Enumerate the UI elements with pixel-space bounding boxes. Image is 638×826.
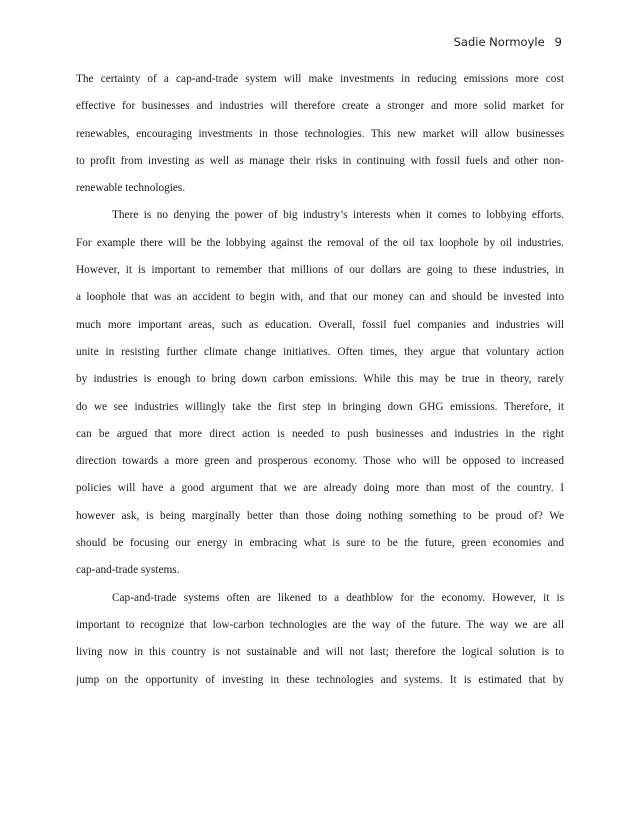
- text-line: cap-and-trade systems.: [76, 564, 180, 577]
- text-line: should be focusing our energy in embracing what is sure to be the future, green economies and: [76, 537, 564, 550]
- text-line: can be argued that more direct action is needed to push businesses and industries in the right: [76, 427, 564, 440]
- text-line: a loophole that was an accident to begin with, and that our money can and should be invested into: [76, 291, 564, 304]
- text-line: do we see industries willingly take the first step in bringing down GHG emissions. Therefore, it: [76, 400, 564, 413]
- text-line: by industries is enough to bring down carbon emissions. While this may be true in theory, rarely: [76, 373, 564, 386]
- page-number: 9: [554, 35, 562, 49]
- text-line: jump on the opportunity of investing in these technologies and systems. It is estimated that by: [76, 673, 564, 686]
- text-line: effective for businesses and industries will therefore create a stronger and more solid market for: [76, 100, 564, 113]
- text-line: For example there will be the lobbying against the removal of the oil tax loophole by oil industries.: [76, 236, 564, 249]
- text-line: to profit from investing as well as manage their risks in continuing with fossil fuels and other non-: [76, 154, 564, 167]
- text-line: unite in resisting further climate change initiatives. Often times, they argue that voluntary action: [76, 345, 564, 358]
- text-line: however ask, is being marginally better than those doing nothing something to be proud of? We: [76, 509, 564, 522]
- text-line: living now in this country is not sustainable and will not last; therefore the logical solution is to: [76, 646, 564, 659]
- text-line: However, it is important to remember that millions of our dollars are going to these industries, in: [76, 264, 564, 277]
- text-line: Cap-and-trade systems often are likened to a deathblow for the economy. However, it is: [112, 591, 564, 604]
- text-line: direction towards a more green and prosperous economy. Those who will be opposed to increased: [76, 455, 564, 468]
- text-line: important to recognize that low-carbon technologies are the way of the future. The way we are all: [76, 618, 564, 631]
- author-name: Sadie Normoyle: [453, 35, 545, 49]
- text-line: renewables, encouraging investments in those technologies. This new market will allow businesses: [76, 127, 564, 140]
- text-line: much more important areas, such as education. Overall, fossil fuel companies and industries will: [76, 318, 564, 331]
- text-line: policies will have a good argument that we are already doing more than most of the country. I: [76, 482, 564, 495]
- text-line: The certainty of a cap-and-trade system will make investments in reducing emissions more cost: [76, 73, 564, 85]
- text-line: renewable technologies.: [76, 182, 186, 195]
- body-text: [76, 66, 564, 694]
- text-line: There is no denying the power of big industry’s interests when it comes to lobbying efforts.: [112, 209, 564, 222]
- running-header: [454, 35, 562, 49]
